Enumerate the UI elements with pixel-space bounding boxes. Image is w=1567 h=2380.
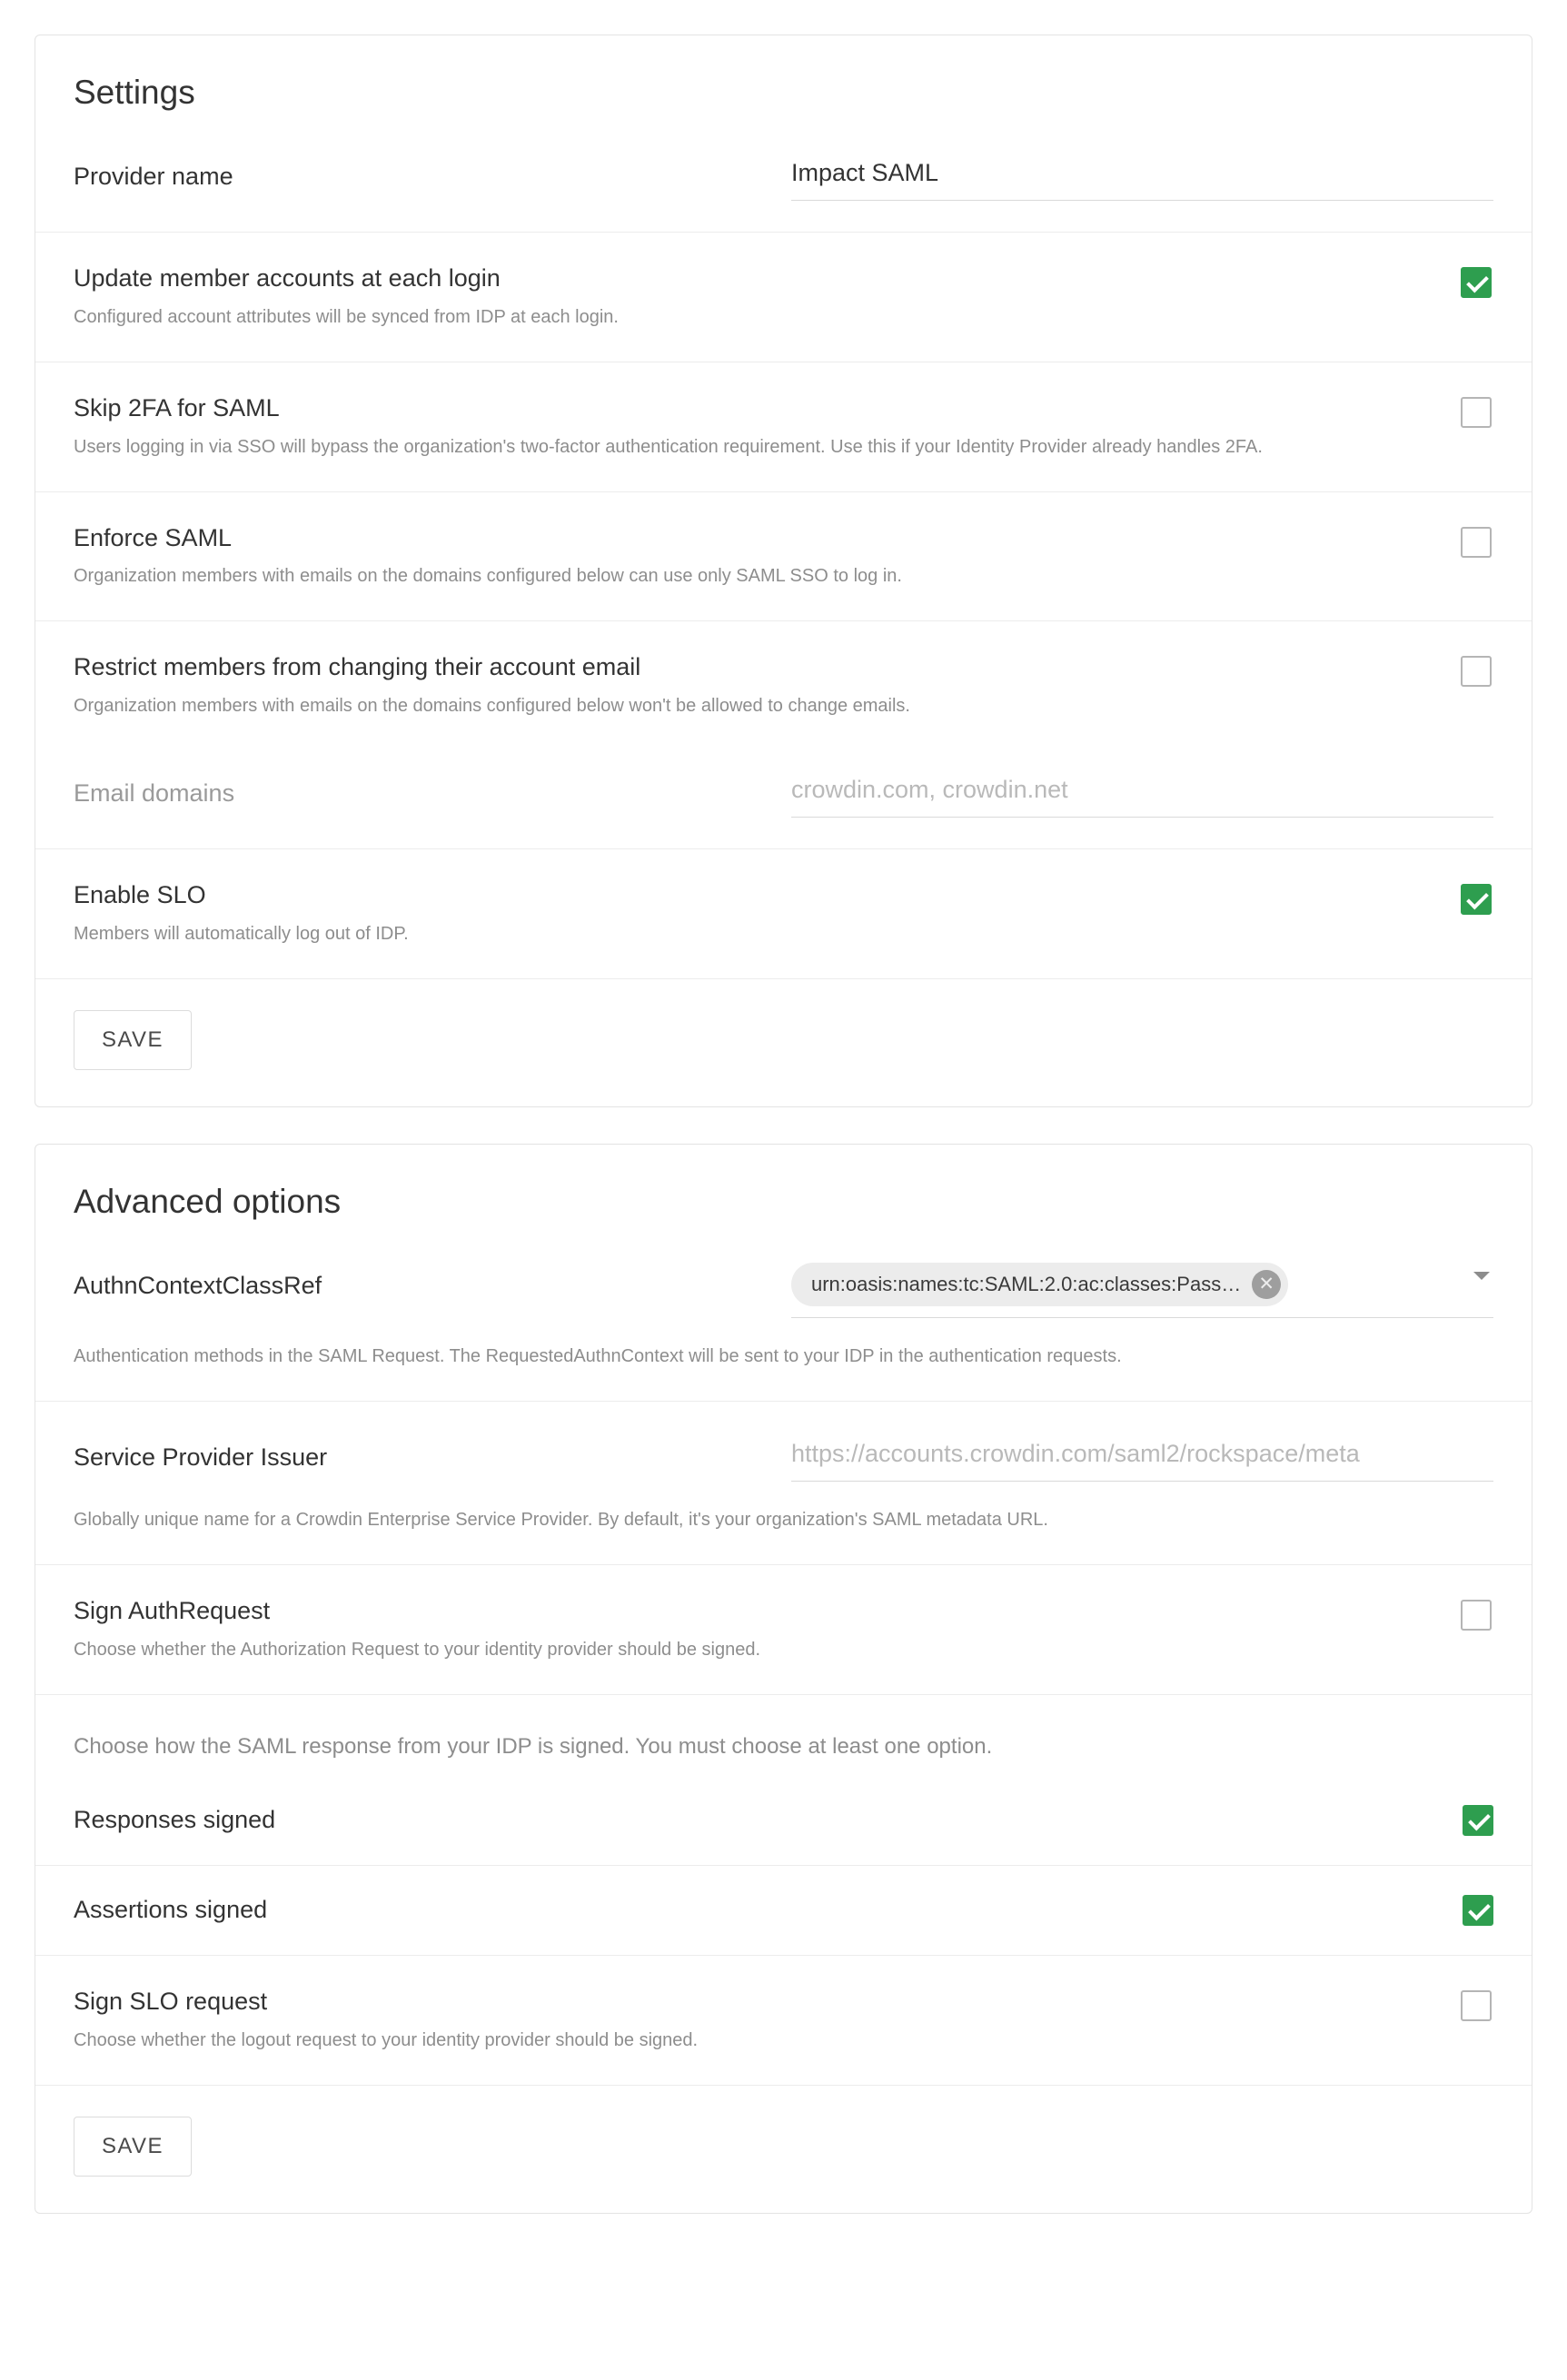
sp-issuer-label: Service Provider Issuer <box>74 1443 328 1471</box>
option-checkbox-cell <box>1461 652 1493 687</box>
authn-context-row <box>35 1221 1532 1349</box>
authn-context-chip <box>791 1263 1288 1306</box>
option-row-enforce-saml <box>35 491 1532 621</box>
advanced-options-title: Advanced options <box>74 1182 342 1220</box>
option-description: Configured account attributes will be synced from IDP at each login. <box>74 306 619 327</box>
authn-context-chip-label: urn:oasis:names:tc:SAML:2.0:ac:classes:Pass… <box>811 1272 1242 1295</box>
option-text-block <box>74 263 1461 331</box>
option-text-block <box>74 1987 1461 2054</box>
sign-slo-request-checkbox[interactable] <box>1461 1990 1492 2021</box>
option-text-block <box>74 523 1461 590</box>
option-label: Responses signed <box>74 1806 276 1834</box>
option-text-block <box>74 652 1461 719</box>
option-label: Restrict members from changing their account email <box>74 653 641 681</box>
option-label: Skip 2FA for SAML <box>74 393 280 421</box>
option-text-block <box>74 393 1461 461</box>
advanced-save-row <box>35 2085 1532 2213</box>
skip-2fa-checkbox[interactable] <box>1461 397 1492 428</box>
option-row-responses-signed <box>35 1772 1532 1865</box>
option-label: Sign AuthRequest <box>74 1596 271 1624</box>
provider-name-input[interactable] <box>791 154 1493 201</box>
signing-note-row <box>35 1694 1532 1773</box>
email-domains-input-wrap <box>791 770 1493 818</box>
assertions-signed-checkbox[interactable] <box>1463 1895 1493 1926</box>
email-domains-label: Email domains <box>74 779 235 807</box>
chevron-down-icon[interactable] <box>1473 1272 1490 1280</box>
settings-save-button[interactable]: SAVE <box>74 1010 192 1070</box>
provider-name-input-wrap <box>791 154 1493 201</box>
close-icon[interactable]: ✕ <box>1252 1270 1281 1299</box>
option-checkbox-cell <box>1463 1805 1493 1836</box>
sp-issuer-input[interactable] <box>791 1434 1493 1482</box>
signing-note: Choose how the SAML response from your IDP is signed. You must choose at least one option. <box>74 1733 993 1759</box>
option-checkbox-cell <box>1461 880 1493 915</box>
enforce-saml-checkbox[interactable] <box>1461 527 1492 558</box>
option-checkbox-cell <box>1461 1596 1493 1631</box>
enable-slo-checkbox[interactable] <box>1461 884 1492 915</box>
option-checkbox-cell <box>1461 263 1493 298</box>
authn-context-hint: Authentication methods in the SAML Request. The RequestedAuthnContext will be sent to your IDP in the authentication requests. <box>74 1345 1122 1366</box>
option-checkbox-cell <box>1461 1987 1493 2021</box>
page-title: Settings <box>74 74 195 111</box>
restrict-email-change-checkbox[interactable] <box>1461 656 1492 687</box>
responses-signed-checkbox[interactable] <box>1463 1805 1493 1836</box>
settings-card <box>35 35 1532 1107</box>
authn-context-select[interactable] <box>791 1263 1493 1318</box>
option-row-sign-slo-request <box>35 1955 1532 2085</box>
update-member-accounts-checkbox[interactable] <box>1461 267 1492 298</box>
advanced-save-button[interactable]: SAVE <box>74 2117 192 2177</box>
option-checkbox-cell <box>1461 523 1493 558</box>
provider-name-label: Provider name <box>74 163 233 190</box>
option-checkbox-cell <box>1461 393 1493 428</box>
option-label: Enforce SAML <box>74 523 233 551</box>
option-row-sign-authrequest <box>35 1564 1532 1694</box>
email-domains-row <box>35 750 1532 848</box>
sp-issuer-hint: Globally unique name for a Crowdin Enterprise Service Provider. By default, it's your organization's SAML metadata URL. <box>74 1509 1048 1530</box>
option-text-block <box>74 1596 1461 1663</box>
option-checkbox-cell <box>1463 1895 1493 1926</box>
option-row-assertions-signed <box>35 1865 1532 1955</box>
option-description: Users logging in via SSO will bypass the organization's two-factor authentication requirement. Use this if your Identity Provider already handles 2FA. <box>74 436 1263 457</box>
sign-authrequest-checkbox[interactable] <box>1461 1600 1492 1631</box>
option-row-enable-slo <box>35 848 1532 978</box>
option-label: Update member accounts at each login <box>74 264 501 292</box>
provider-name-row <box>35 112 1532 232</box>
option-label: Assertions signed <box>74 1896 268 1924</box>
option-description: Organization members with emails on the domains configured below won't be allowed to change emails. <box>74 696 910 716</box>
option-description: Choose whether the logout request to your identity provider should be signed. <box>74 2029 699 2050</box>
option-label: Sign SLO request <box>74 1988 268 2016</box>
option-description: Choose whether the Authorization Request to your identity provider should be signed. <box>74 1639 761 1660</box>
sp-issuer-row <box>35 1401 1532 1512</box>
option-label: Enable SLO <box>74 881 206 908</box>
option-row-skip-2fa <box>35 362 1532 491</box>
sp-issuer-input-wrap <box>791 1434 1493 1482</box>
option-row-update-member-accounts <box>35 232 1532 362</box>
option-text-block <box>74 880 1461 947</box>
advanced-options-card <box>35 1144 1532 2214</box>
email-domains-input[interactable] <box>791 770 1493 818</box>
authn-context-label: AuthnContextClassRef <box>74 1271 322 1299</box>
settings-save-row <box>35 978 1532 1106</box>
authn-context-select-wrap[interactable] <box>791 1263 1493 1318</box>
option-description: Members will automatically log out of IDP. <box>74 923 409 944</box>
option-row-restrict-email-change <box>35 620 1532 750</box>
option-description: Organization members with emails on the domains configured below can use only SAML SSO to log in. <box>74 566 902 587</box>
